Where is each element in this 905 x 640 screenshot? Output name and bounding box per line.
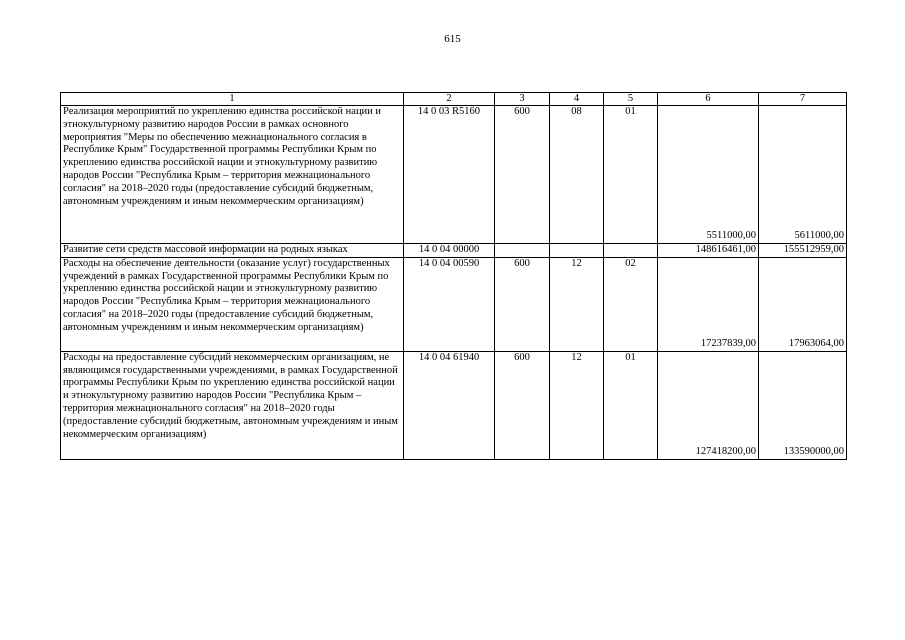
row-value-7: 155512959,00 (759, 244, 847, 258)
row-name: Расходы на предоставление субсидий некоммерческим организациям, не являющимся государственными учреждениями, в рамках Государственной программы Республики Крым по укреплению единства российской нации и этнокультурному развитию народов России "Республика Крым – территория межнационального согласия" на 2018–2020 годы (предоставление субсидий бюджетным, автономным учреждениям и иным некоммерческим организациям) (61, 351, 404, 459)
row-col4 (550, 244, 604, 258)
row-value-6: 17237839,00 (658, 257, 759, 351)
row-col4: 12 (550, 257, 604, 351)
header-cell-4: 4 (550, 93, 604, 106)
row-value-6: 148616461,00 (658, 244, 759, 258)
row-value-7: 5611000,00 (759, 106, 847, 244)
header-cell-3: 3 (495, 93, 550, 106)
row-col4: 08 (550, 106, 604, 244)
row-code: 14 0 03 R5160 (404, 106, 495, 244)
row-col5: 02 (604, 257, 658, 351)
row-value-6: 127418200,00 (658, 351, 759, 459)
header-cell-1: 1 (61, 93, 404, 106)
row-code: 14 0 04 61940 (404, 351, 495, 459)
row-value-7: 17963064,00 (759, 257, 847, 351)
page-number: 615 (444, 33, 461, 45)
header-cell-6: 6 (658, 93, 759, 106)
header-row (61, 93, 847, 106)
row-name: Реализация мероприятий по укреплению единства российской нации и этнокультурному развитию народов России в рамках основного мероприятия "Меры по обеспечению межнационального согласия в Республике Крым" Государственной программы Республики Крым по укреплению единства российской нации и этнокультурному развитию народов России "Республика Крым – территория межнационального согласия" на 2018–2020 годы (предоставление субсидий бюджетным, автономным учреждениям и иным некоммерческим организациям) (61, 106, 404, 244)
row-col3: 600 (495, 351, 550, 459)
header-cell-7: 7 (759, 93, 847, 106)
row-col5 (604, 244, 658, 258)
row-code: 14 0 04 00590 (404, 257, 495, 351)
header-cell-2: 2 (404, 93, 495, 106)
row-value-6: 5511000,00 (658, 106, 759, 244)
row-col4: 12 (550, 351, 604, 459)
row-col3: 600 (495, 257, 550, 351)
row-code: 14 0 04 00000 (404, 244, 495, 258)
table-row (61, 351, 847, 459)
row-value-7: 133590000,00 (759, 351, 847, 459)
row-name: Расходы на обеспечение деятельности (оказание услуг) государственных учреждений в рамках Государственной программы Республики Крым по укреплению единства российской нации и этнокультурному развитию народов России "Республика Крым – территория межнационального согласия" на 2018–2020 годы (предоставление субсидий бюджетным, автономным учреждениям и иным некоммерческим организациям) (61, 257, 404, 351)
row-col5: 01 (604, 351, 658, 459)
table-row (61, 257, 847, 351)
table-row (61, 244, 847, 258)
row-col3 (495, 244, 550, 258)
row-name: Развитие сети средств массовой информации на родных языках (61, 244, 404, 258)
budget-table (60, 92, 847, 460)
table-row (61, 106, 847, 244)
row-col5: 01 (604, 106, 658, 244)
row-col3: 600 (495, 106, 550, 244)
header-cell-5: 5 (604, 93, 658, 106)
